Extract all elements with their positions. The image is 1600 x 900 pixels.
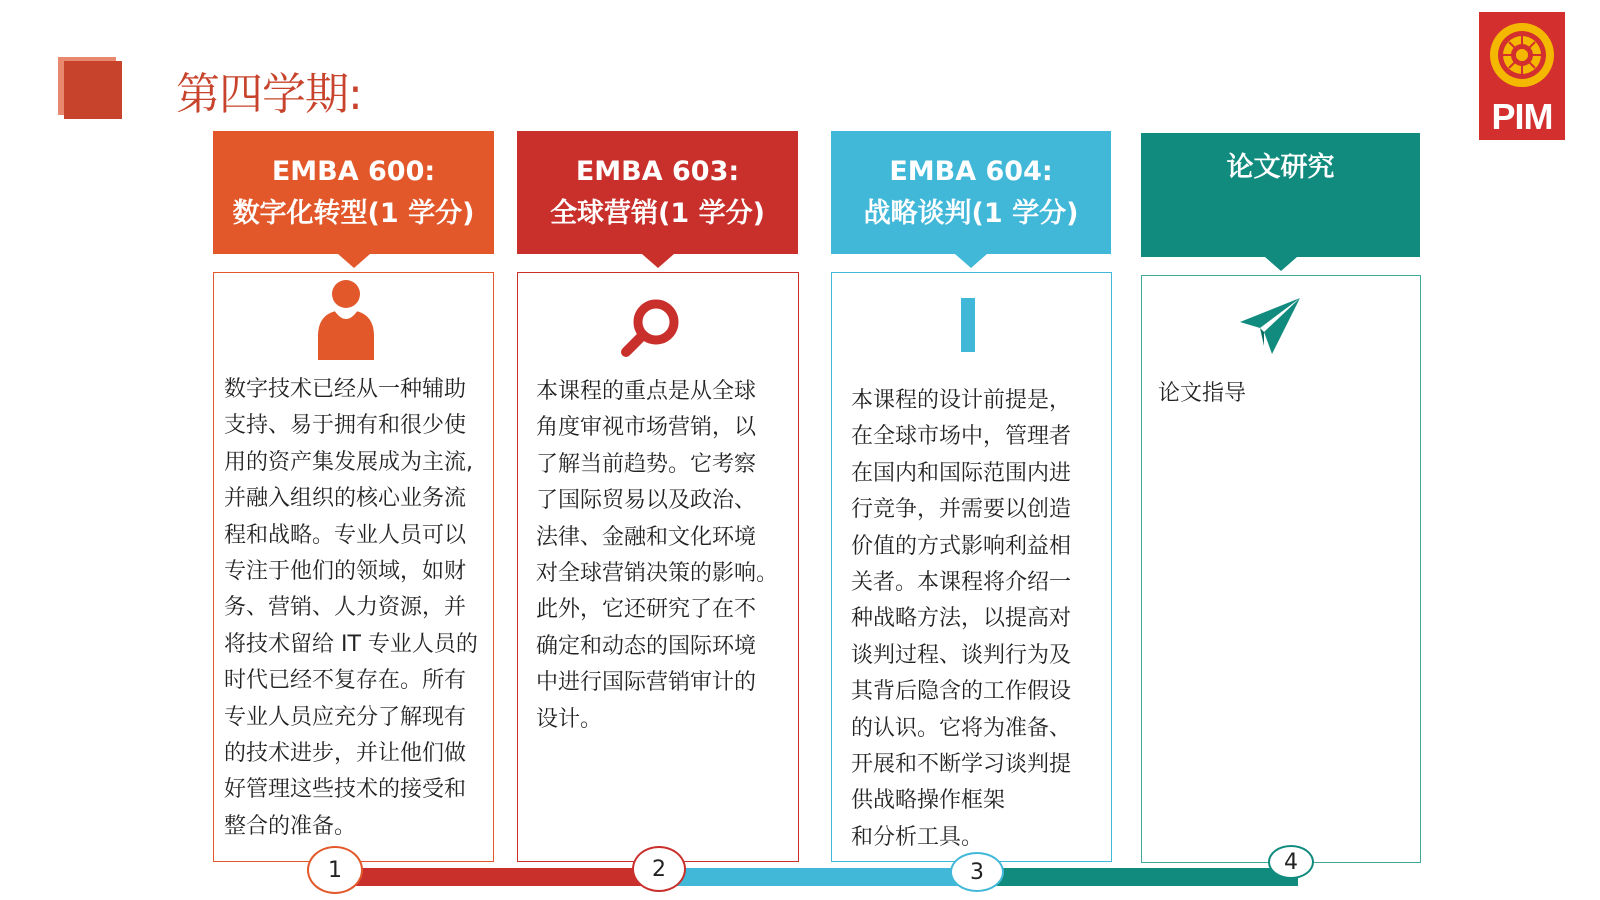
course-name: 战略谈判(1 学分)	[863, 197, 1079, 229]
course-header-thesis	[1141, 133, 1420, 257]
step-marker-1	[307, 846, 363, 894]
course-card-thesis	[1141, 275, 1421, 863]
course-header-emba603	[517, 131, 798, 254]
step-number: 4	[1284, 849, 1298, 875]
course-name: 全球营销(1 学分)	[550, 197, 765, 229]
course-description: 本课程的设计前提是， 在全球市场中，管理者 在国内和国际范围内进 行竞争，并需要以创造 价值的方式影响利益相 关者。本课程将介绍一 种战略方法，以提高对 谈判过程、谈判行为及 其背后隐含的工作假设 的认识。它将为准备、 开展和不断学习谈判提 供战略操作框架 和分析工具。	[851, 388, 1072, 850]
course-header-emba604	[831, 131, 1111, 254]
course-header-emba600	[213, 131, 494, 254]
pim-logo	[1479, 12, 1565, 140]
bar-icon	[960, 298, 976, 352]
title-decoration	[58, 57, 122, 119]
logo-text: PIM	[1491, 96, 1553, 137]
paper-plane-icon	[1238, 296, 1302, 356]
timeline-segment	[992, 868, 1298, 886]
course-description: 本课程的重点是从全球 角度审视市场营销，以 了解当前趋势。它考察 了国际贸易以及政治、 法律、金融和文化环境 对全球营销决策的影响。 此外，它还研究了在不 确定和动态的国际环境 中进行国际营销审计的 设计。	[536, 379, 779, 732]
course-code: EMBA 603:	[575, 155, 740, 187]
step-number: 2	[652, 856, 666, 882]
step-number: 1	[328, 857, 342, 883]
timeline-segment	[668, 868, 974, 886]
course-description: 论文指导	[1158, 381, 1247, 406]
magnifier-icon	[618, 298, 682, 360]
course-name: 论文研究	[1226, 152, 1335, 183]
course-code: EMBA 604:	[889, 155, 1053, 187]
person-icon	[314, 280, 378, 360]
course-code: EMBA 600:	[271, 155, 436, 187]
step-marker-4	[1268, 845, 1314, 879]
step-number: 3	[970, 859, 984, 885]
step-marker-2	[632, 846, 686, 892]
page-title: 第四学期:	[176, 69, 362, 120]
step-marker-3	[950, 852, 1004, 892]
course-name: 数字化转型(1 学分)	[232, 197, 475, 229]
course-description: 数字技术已经从一种辅助 支持、易于拥有和很少使 用的资产集发展成为主流, 并融入组织的核心业务流 程和战略。专业人员可以 专注于他们的领域，如财 务、营销、人力资源，并 将技术留给 IT 专业人员的 时代已经不复存在。所有 专业人员应充分了解现有 的技术进步，并让他们做 好管理这些技术的接受和 整合的准备。	[224, 377, 478, 839]
timeline-segment	[348, 868, 648, 886]
